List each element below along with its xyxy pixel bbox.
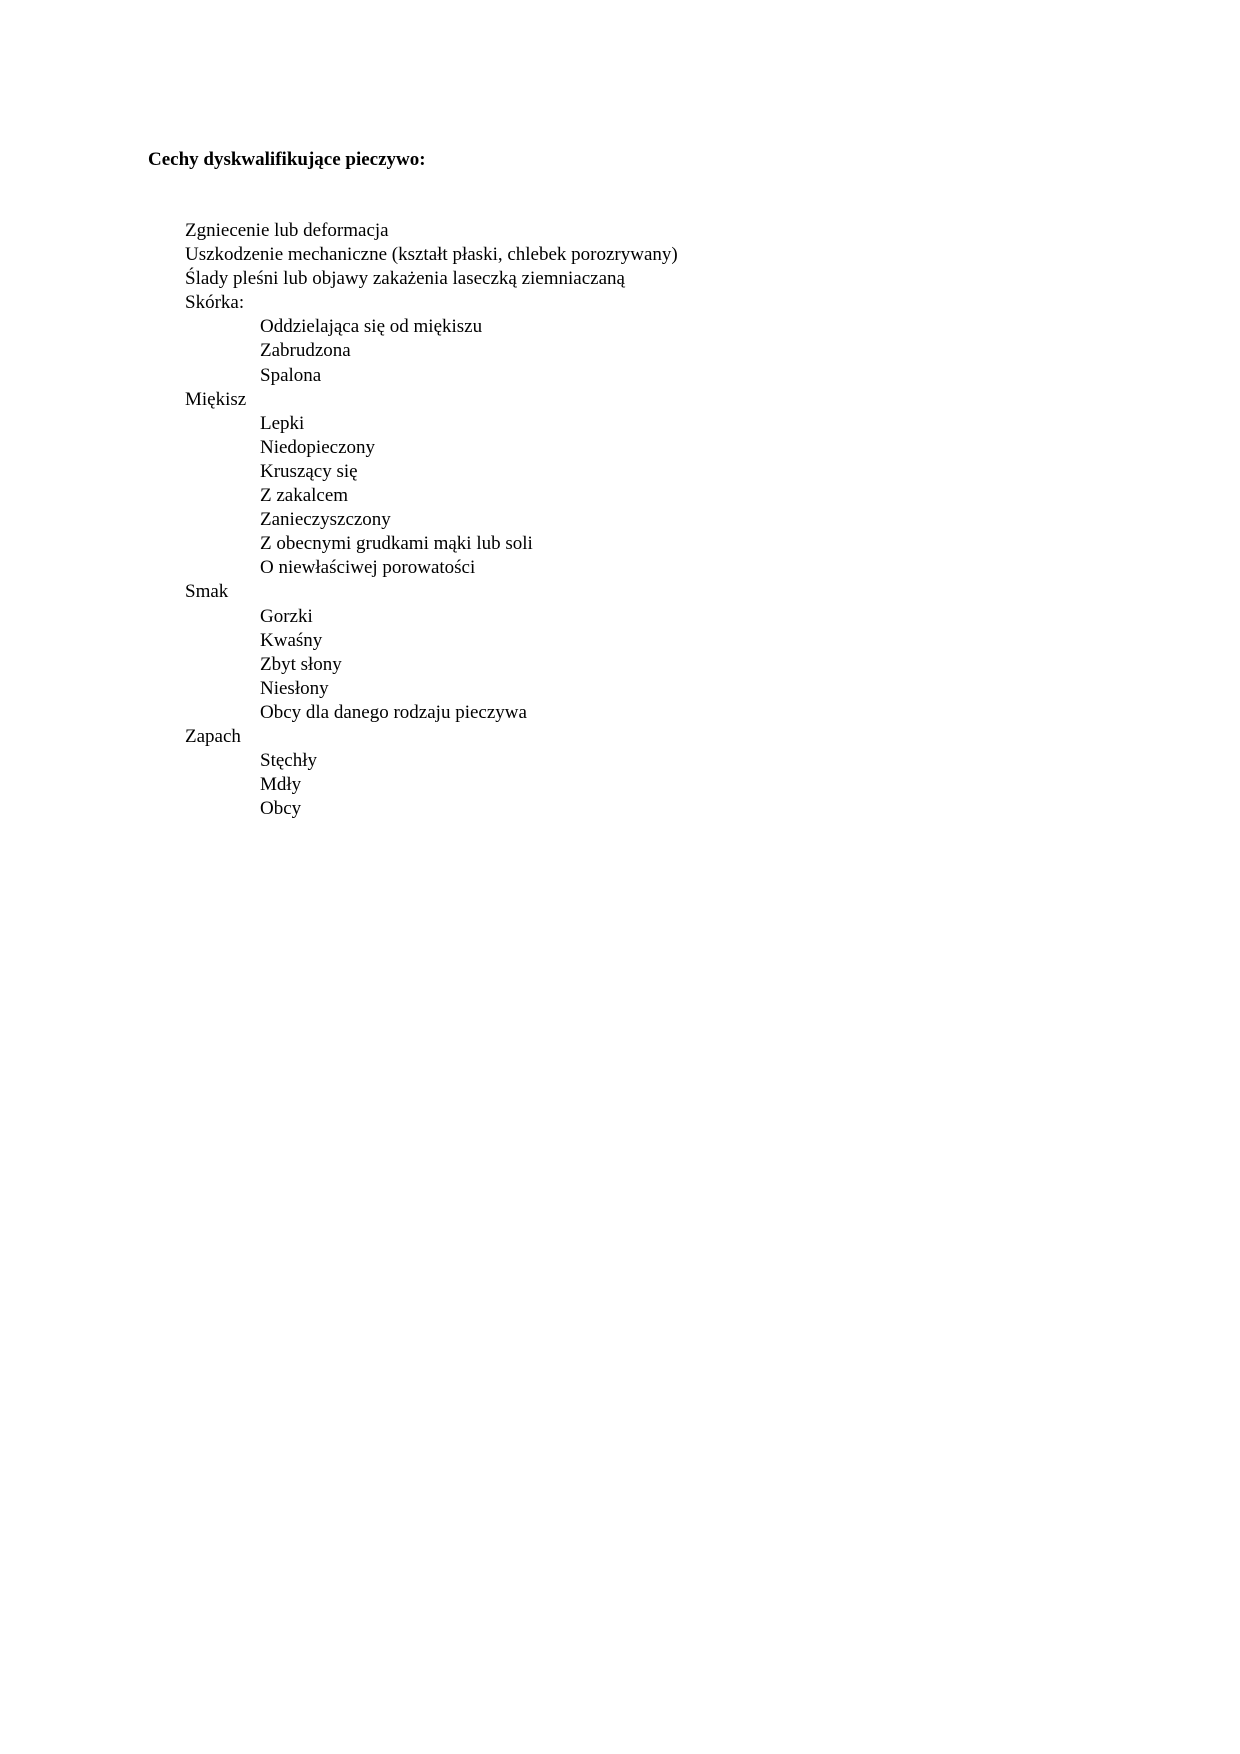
sub-item: Z zakalcem (260, 485, 349, 507)
category-item: Ślady pleśni lub objawy zakażenia laseczką ziemniaczaną (185, 268, 625, 290)
sub-item: Stęchły (260, 750, 317, 772)
sub-item: Mdły (260, 774, 302, 796)
sub-item: Kruszący się (260, 460, 358, 482)
sub-item: Niesłony (260, 677, 329, 699)
category-item: Smak (185, 581, 229, 603)
sub-item: Zbyt słony (260, 653, 342, 675)
sub-item: Obcy dla danego rodzaju pieczywa (260, 701, 527, 723)
sub-item: Z obecnymi grudkami mąki lub soli (260, 533, 533, 555)
sub-item: Zanieczyszczony (260, 509, 391, 531)
sub-item: Spalona (260, 364, 322, 386)
sub-item: Kwaśny (260, 629, 323, 651)
sub-item: Niedopieczony (260, 436, 376, 458)
category-item: Zgniecenie lub deformacja (185, 220, 389, 241)
sub-item: Oddzielająca się od miękiszu (260, 316, 483, 338)
category-item: Uszkodzenie mechaniczne (kształt płaski, chlebek porozrywany) (185, 244, 678, 266)
category-item: Miękisz (185, 388, 247, 410)
category-item: Skórka: (185, 292, 245, 314)
sub-item: Zabrudzona (260, 340, 351, 362)
category-item: Zapach (185, 725, 241, 747)
sub-item: Gorzki (260, 605, 313, 627)
document-title: Cechy dyskwalifikujące pieczywo: (148, 149, 426, 170)
sub-item: O niewłaściwej porowatości (260, 557, 476, 579)
sub-item: Lepki (260, 412, 305, 434)
sub-item: Obcy (260, 798, 302, 820)
criteria-list (0, 219, 678, 821)
